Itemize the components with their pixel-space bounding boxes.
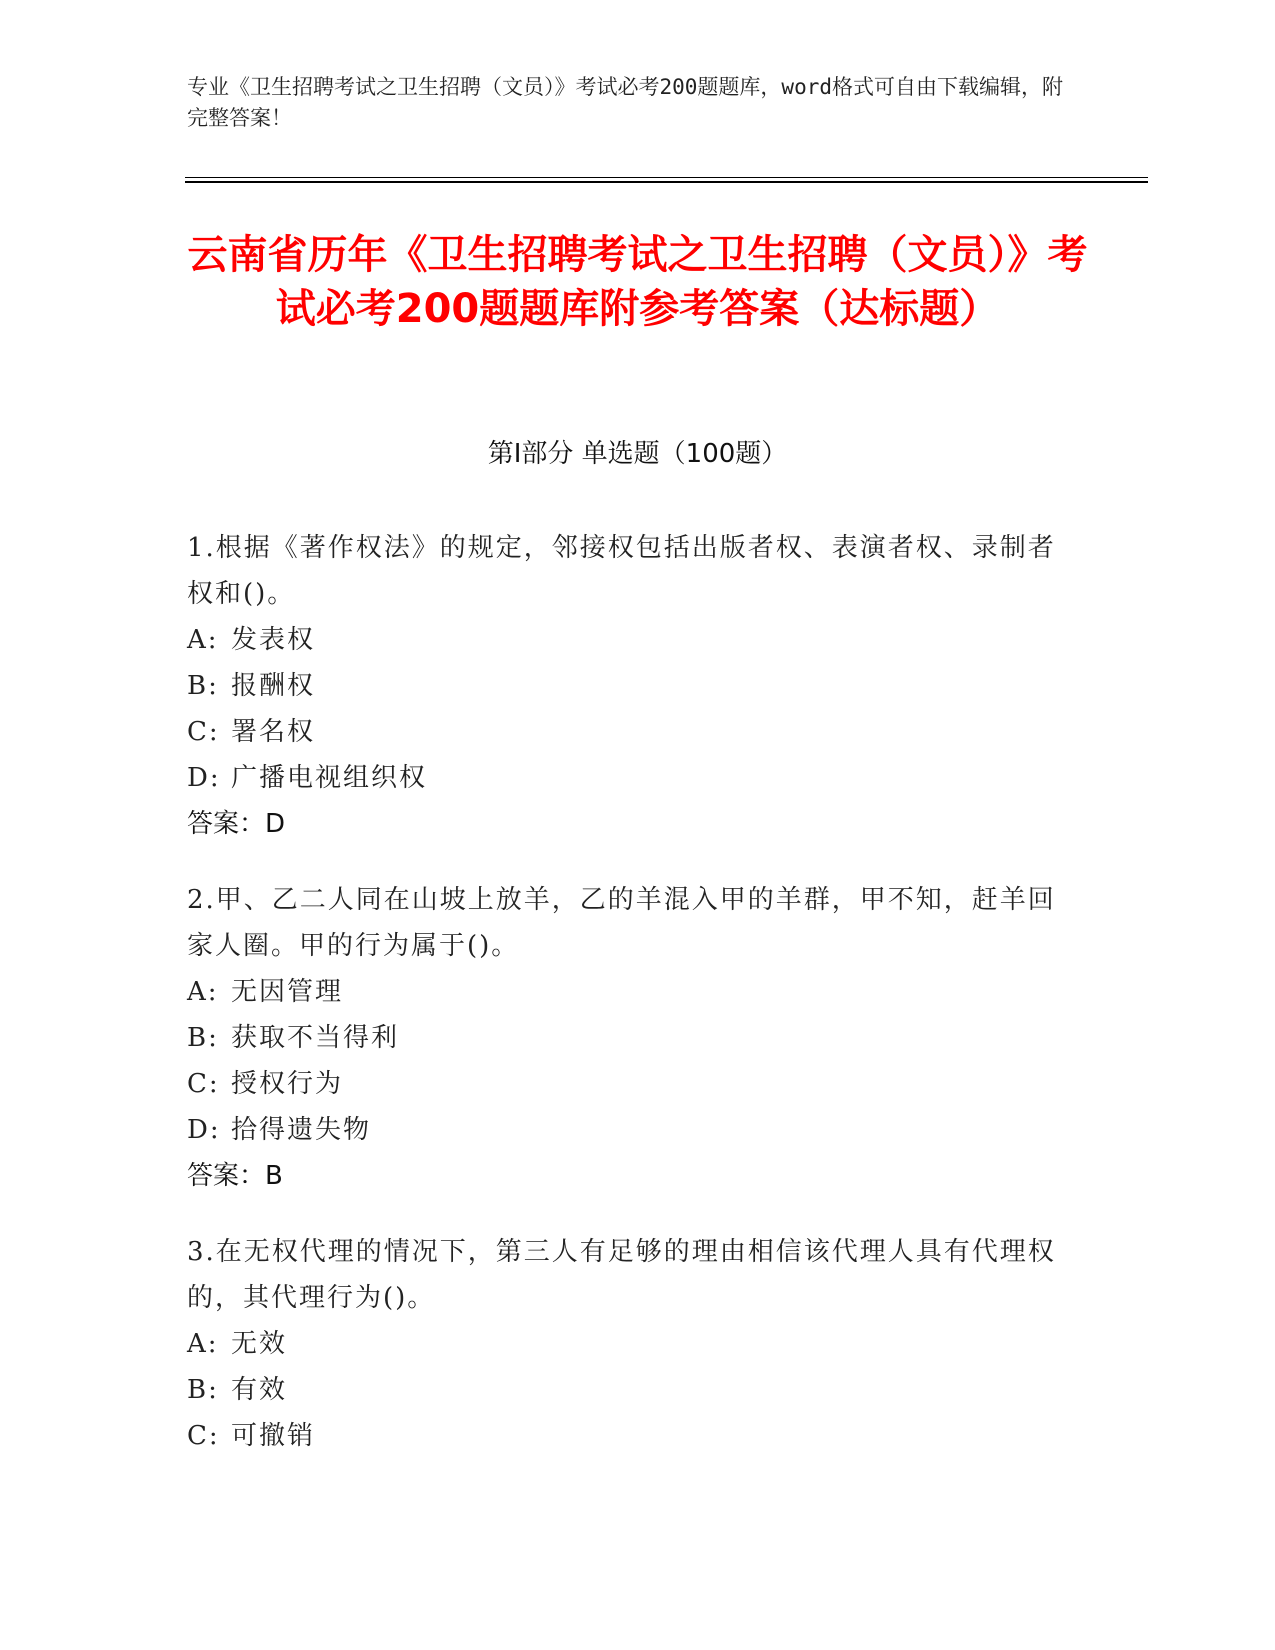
option-c bbox=[187, 1061, 1067, 1107]
answer-line: 答案：B bbox=[187, 1161, 283, 1191]
question-2 bbox=[187, 877, 1067, 1199]
option-c bbox=[187, 1413, 1067, 1459]
option-d bbox=[187, 1107, 1067, 1153]
option-letter: C: bbox=[187, 1421, 220, 1451]
option-letter: A: bbox=[187, 977, 219, 1007]
option-letter: C: bbox=[187, 1069, 220, 1099]
document-title: 云南省历年《卫生招聘考试之卫生招聘（文员）》考试必考200题题库附参考答案（达标题） bbox=[187, 232, 1088, 332]
option-text: 授权行为 bbox=[231, 1069, 344, 1099]
option-letter: B: bbox=[187, 671, 219, 701]
option-letter: A: bbox=[187, 1329, 219, 1359]
option-letter: C: bbox=[187, 717, 220, 747]
option-text: 获取不当得利 bbox=[231, 1023, 400, 1053]
question-stem: 1.根据《著作权法》的规定，邻接权包括出版者权、表演者权、录制者权和()。 bbox=[187, 533, 1056, 609]
option-text: 可撤销 bbox=[231, 1421, 316, 1451]
option-a bbox=[187, 969, 1067, 1015]
option-text: 拾得遗失物 bbox=[231, 1115, 372, 1145]
question-stem: 2.甲、乙二人同在山坡上放羊，乙的羊混入甲的羊群，甲不知，赶羊回家人圈。甲的行为属于()。 bbox=[187, 885, 1056, 961]
option-letter: D: bbox=[187, 763, 221, 793]
option-c bbox=[187, 709, 1067, 755]
question-3 bbox=[187, 1229, 1067, 1459]
option-text: 有效 bbox=[231, 1375, 288, 1405]
option-a bbox=[187, 617, 1067, 663]
section-heading: 第Ⅰ部分 单选题（100题） bbox=[487, 439, 788, 469]
option-text: 发表权 bbox=[231, 625, 316, 655]
header-divider-thick bbox=[185, 181, 1148, 183]
option-b bbox=[187, 663, 1067, 709]
option-text: 无因管理 bbox=[231, 977, 344, 1007]
option-text: 报酬权 bbox=[231, 671, 316, 701]
option-text: 署名权 bbox=[231, 717, 316, 747]
question-list bbox=[187, 525, 1067, 1489]
header-note: 专业《卫生招聘考试之卫生招聘（文员）》考试必考200题题库，word格式可自由下载编辑，附完整答案！ bbox=[187, 75, 1063, 130]
option-b bbox=[187, 1367, 1067, 1413]
option-b bbox=[187, 1015, 1067, 1061]
answer-line: 答案：D bbox=[187, 809, 286, 839]
option-letter: B: bbox=[187, 1023, 219, 1053]
header-divider-thin bbox=[185, 177, 1148, 178]
question-1 bbox=[187, 525, 1067, 847]
option-text: 广播电视组织权 bbox=[231, 763, 428, 793]
question-stem: 3.在无权代理的情况下，第三人有足够的理由相信该代理人具有代理权的，其代理行为()。 bbox=[187, 1237, 1056, 1313]
option-letter: B: bbox=[187, 1375, 219, 1405]
option-letter: D: bbox=[187, 1115, 221, 1145]
option-d bbox=[187, 755, 1067, 801]
option-a bbox=[187, 1321, 1067, 1367]
option-letter: A: bbox=[187, 625, 219, 655]
option-text: 无效 bbox=[231, 1329, 288, 1359]
